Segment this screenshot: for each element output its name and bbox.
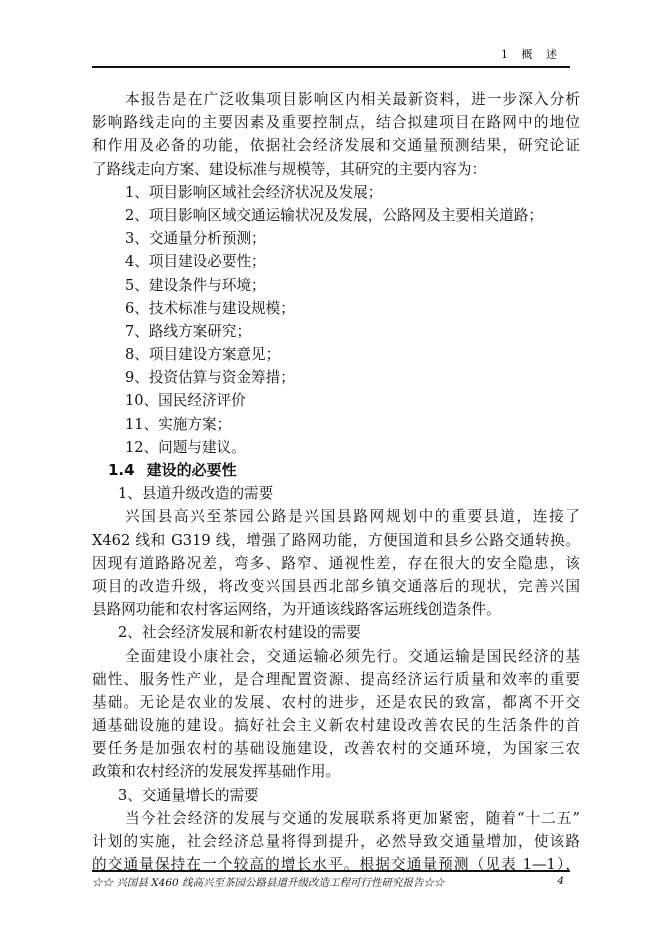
list-item: 12、问题与建议。	[125, 438, 246, 456]
page-number: 4	[557, 875, 564, 887]
intro-paragraph	[92, 88, 580, 181]
list-item: 10、国民经济评价	[125, 392, 246, 410]
contents-list	[92, 181, 580, 459]
text-line: 全面建设小康社会，交通运输必须先行。交通运输是国民经济的基	[125, 647, 580, 665]
list-item: 11、实施方案；	[125, 415, 232, 433]
subsection-title: 2、社会经济发展和新农村建设的需要	[118, 624, 361, 642]
text-line: 县路网功能和农村客运网络，为开通该线路客运班线创造条件。	[92, 601, 501, 619]
subsection-1	[92, 482, 580, 621]
text-line: 要任务是加强农村的基础设施建设，改善农村的交通环境，为国家三农	[92, 740, 580, 758]
list-item: 9、投资估算与资金筹措；	[125, 369, 295, 387]
section-number: 1.4	[108, 461, 135, 479]
section-title: 建设的必要性	[146, 461, 237, 479]
text-line: 础性、服务性产业，是合理配置资源、提高经济运行质量和效率的重要	[92, 670, 580, 688]
text-line: 政策和农村经济的发展发挥基础作用。	[92, 763, 341, 781]
text-line: 的交通量保持在一个较高的增长水平。根据交通量预测（见表 1—1），	[92, 856, 580, 874]
list-item: 1、项目影响区域社会经济状况及发展；	[125, 183, 383, 201]
subsection-3	[92, 784, 580, 877]
list-item: 3、交通量分析预测；	[125, 230, 266, 248]
text-line: 基础。无论是农业的发展、农村的进步，还是农民的致富，都离不开交	[92, 693, 580, 711]
list-item: 4、项目建设必要性；	[125, 253, 266, 271]
text-line: 本报告是在广泛收集项目影响区内相关最新资料，进一步深入分析	[125, 91, 580, 108]
text-line: 和作用及必备的功能，依据社会经济发展和交通量预测结果，研究论证	[92, 137, 580, 155]
list-item: 5、建设条件与环境；	[125, 276, 266, 294]
text-line: 计划的实施，社会经济总量将得到提升，必然导致交通量增加，使该路	[92, 833, 580, 850]
text-line: 当今社会经济的发展与交通的发展联系将更加紧密，随着“十二五”	[125, 809, 580, 827]
text-line: 兴国县高兴至茶园公路是兴国县路网规划中的重要县道，连接了	[125, 508, 580, 526]
text-line: X462 线和 G319 线，增强了路网功能，方便国道和县乡公路交通转换。	[92, 531, 580, 549]
list-item: 6、技术标准与建设规模；	[125, 299, 295, 317]
chapter-label: 1 概 述	[501, 48, 562, 61]
page-footer	[92, 870, 570, 892]
text-line: 通基础设施的建设。搞好社会主义新农村建设改善农民的生活条件的首	[92, 717, 580, 735]
footer-title: ☆☆ 兴国县 X460 线高兴至茶园公路县道升级改造工程可行性研究报告☆☆	[92, 877, 445, 889]
list-item: 2、项目影响区域交通运输状况及发展，公路网及主要相关道路；	[125, 206, 543, 224]
subsection-title: 3、交通量增长的需要	[118, 786, 259, 804]
text-line: 项目的改造升级，将改变兴国县西北部乡镇交通落后的现状，完善兴国	[92, 577, 580, 595]
subsection-title: 1、县道升级改造的需要	[118, 485, 274, 503]
text-line: 因现有道路路况差，弯多、路窄、通视性差，存在很大的安全隐患，该	[92, 554, 580, 572]
text-line: 影响路线走向的主要因素及重要控制点，结合拟建项目在路网中的地位	[92, 114, 580, 132]
document-body	[92, 88, 580, 876]
list-item: 8、项目建设方案意见；	[125, 346, 281, 364]
section-heading	[92, 459, 580, 482]
subsection-2	[92, 621, 580, 783]
list-item: 7、路线方案研究；	[125, 322, 252, 340]
text-line: 了路线走向方案、建设标准与规模等，其研究的主要内容为：	[92, 160, 487, 178]
page-header	[92, 44, 570, 68]
